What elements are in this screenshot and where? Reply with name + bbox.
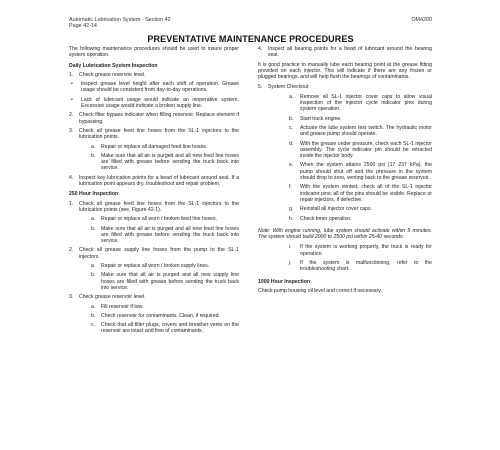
list-item: a. Repair or replace all damaged feed line hoses.: [91, 143, 208, 150]
1000-hour-paragraph: Check pump housing oil level and correct if necessary.: [258, 287, 382, 294]
right-column: [258, 46, 432, 298]
list-item: b. Make sure that all air is purged and all new supply line hoses are filled with grease before sending the truck back into service.: [91, 272, 239, 291]
list-item: a. Repair or replace all worn / broken feed line hoses.: [91, 216, 218, 223]
section-title: Automatic Lubrication System - Section 42: [69, 17, 171, 23]
list-item: a. Fill reservoir if low.: [91, 303, 144, 310]
list-item: a. Repair or replace all worn / broken supply lines.: [91, 263, 210, 270]
list-item: 1. Check all grease feed line hoses from the SL-1 injectors to the lubrication points (see, Figure 42-1).: [69, 200, 239, 213]
left-column: [69, 46, 239, 338]
list-item: 3. Check all grease feed line hoses from the SL-1 injectors to the lubrication points.: [69, 127, 239, 141]
list-item: b. Check reservoir for contaminants. Clean, if required.: [91, 312, 220, 319]
1000-hour-heading: 1000 Hour Inspection: [258, 278, 310, 285]
page-header-left: [69, 17, 171, 30]
list-item: a. Remove all SL-1 injector cover caps to allow visual inspection of the injector cycle indicator pins during system operation.: [289, 93, 432, 113]
list-item: 2. Check filter bypass indicator when filling reservoir. Replace element if bypassing.: [69, 112, 239, 125]
list-item: 2. Check all grease supply line hoses from the pump to the SL-1 injectors.: [69, 247, 239, 260]
list-item: 5. System Checkout: [258, 84, 309, 91]
list-item: 1. Check grease reservoir level.: [69, 71, 146, 78]
list-item: 3. Check grease reservoir level.: [69, 294, 146, 301]
list-item: f. With the system vented, check all of the SL-1 injector indicator pins; all of the pins should be visible. Replace or repair injectors, if defective.: [289, 184, 432, 203]
list-item: 4. Inspect key lubrication points for a bead of lubricant around seal. If a lubrication point appears dry, troubleshoot and repair problem.: [69, 174, 239, 188]
page-number: Page 42-14: [69, 23, 97, 30]
list-item: c. Actuate the lube system test switch. The hydraulic motor and grease pump should operate.: [289, 124, 432, 138]
list-item: i. If the system is working properly, the truck is ready for operation.: [289, 244, 432, 257]
list-item: e. When the system attains 2500 psi (17 237 kPa), the pump should shut off and the pressure in the system should drop to zero, venting back to the grease reservoir.: [289, 162, 432, 182]
250-hour-heading: 250 Hour Inspection: [69, 191, 119, 198]
list-item: • Lack of lubricant usage would indicate an inoperative system. Excessive usage would indicate a broken supply line.: [71, 96, 239, 110]
page-title: PREVENTATIVE MAINTENANCE PROCEDURES: [147, 34, 354, 44]
practice-paragraph: It is good practice to manually lube each bearing point at the grease fitting provided on each injector. This will indicate if there are any frozen or plugged bearings, and will help flush the bearings of contaminants.: [258, 61, 432, 81]
note-paragraph: Note: With engine running, lube system should activate within 5 minutes. The system should build 2000 to 2500 psi within 25-40 seconds.: [258, 227, 432, 241]
list-item: j. If the system is malfunctioning, refer to the troubleshooting chart.: [289, 260, 432, 273]
intro-paragraph: The following maintenance procedures should be used to insure proper system operation.: [69, 46, 239, 59]
model-number: OM4200: [411, 17, 432, 23]
list-item: • Inspect grease level height after each shift of operation. Grease usage should be consistent from day-to-day operations.: [71, 81, 239, 94]
daily-inspection-heading: Daily Lubrication System Inspection: [69, 62, 158, 69]
list-item: d. With the grease under pressure, check each SL-1 injector assembly. The cycle indicator pin should be retracted inside the injector body.: [289, 140, 432, 160]
list-item: b. Make sure that all air is purged and all new feed line hoses are filled with grease before sending the truck back into service.: [91, 225, 239, 245]
list-item: b. Make sure that all air is purged and all new feed line hoses are filled with grease before sending the truck back into service.: [91, 152, 239, 172]
list-item: b. Start truck engine.: [289, 115, 342, 122]
list-item: c. Check that all filler plugs, covers and breather vents on the reservoir are intact and free of contaminants.: [91, 322, 239, 335]
list-item: h. Check timer operation.: [289, 215, 352, 222]
list-item: g. Reinstall all injector cover caps.: [289, 206, 372, 213]
list-item: 4. Inspect all bearing points for a bead of lubricant around the bearing seal.: [258, 46, 432, 59]
